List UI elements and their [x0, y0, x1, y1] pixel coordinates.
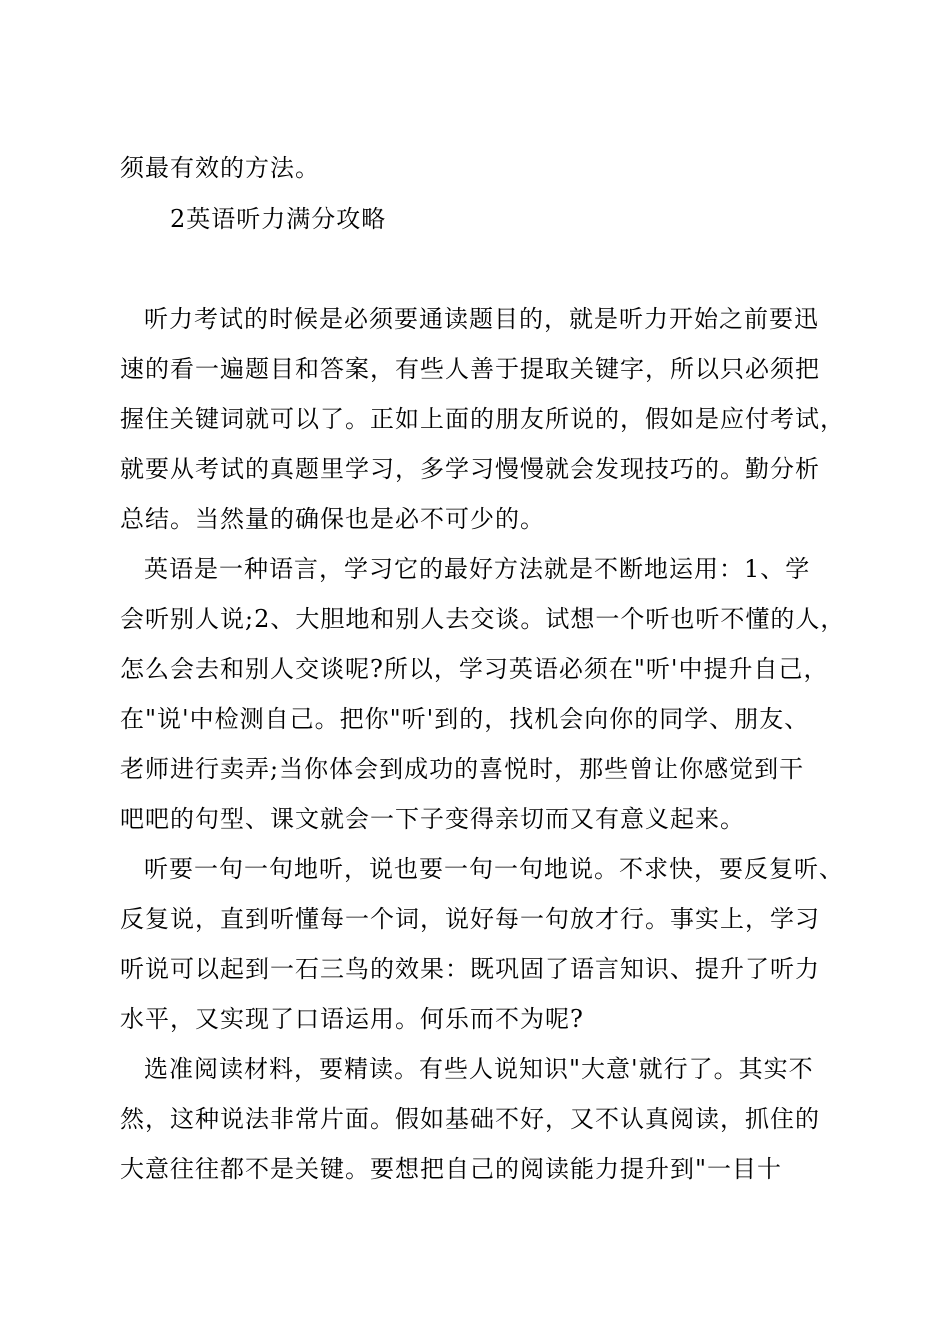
paragraph-line: 听说可以起到一石三鸟的效果：既巩固了语言知识、提升了听力 [120, 955, 820, 983]
paragraph-line: 大意往往都不是关键。要想把自己的阅读能力提升到"一目十 [120, 1155, 783, 1183]
paragraph-line: 吧吧的句型、课文就会一下子变得亲切而又有意义起来。 [120, 805, 745, 833]
paragraph-line: 然，这种说法非常片面。假如基础不好，又不认真阅读，抓住的 [120, 1105, 820, 1133]
paragraph-line: 怎么会去和别人交谈呢?所以，学习英语必须在"听'中提升自己， [120, 655, 829, 683]
intro-tail-text: 须最有效的方法。 [120, 154, 320, 182]
section-heading: 2英语听力满分攻略 [170, 205, 387, 233]
paragraph-line: 总结。当然量的确保也是必不可少的。 [120, 505, 545, 533]
paragraph-line: 听力考试的时候是必须要通读题目的，就是听力开始之前要迅 [144, 305, 819, 333]
paragraph-line: 老师进行卖弄;当你体会到成功的喜悦时，那些曾让你感觉到干 [120, 755, 805, 783]
paragraph-line: 英语是一种语言，学习它的最好方法就是不断地运用：1、学 [144, 555, 811, 583]
paragraph-line: 水平，又实现了口语运用。何乐而不为呢? [120, 1005, 584, 1033]
paragraph-line: 就要从考试的真题里学习，多学习慢慢就会发现技巧的。勤分析 [120, 455, 820, 483]
paragraph-line: 握住关键词就可以了。正如上面的朋友所说的，假如是应付考试， [120, 405, 845, 433]
paragraph-line: 在"说'中检测自己。把你"听'到的，找机会向你的同学、朋友、 [120, 705, 810, 733]
paragraph-line: 会听别人说;2、大胆地和别人去交谈。试想一个听也听不懂的人， [120, 605, 846, 633]
paragraph-line: 选准阅读材料，要精读。有些人说知识"大意'就行了。其实不 [144, 1055, 814, 1083]
paragraph-line: 听要一句一句地听，说也要一句一句地说。不求快，要反复听、 [144, 855, 844, 883]
paragraph-line: 速的看一遍题目和答案，有些人善于提取关键字，所以只必须把 [120, 355, 820, 383]
paragraph-line: 反复说，直到听懂每一个词，说好每一句放才行。事实上，学习 [120, 905, 820, 933]
